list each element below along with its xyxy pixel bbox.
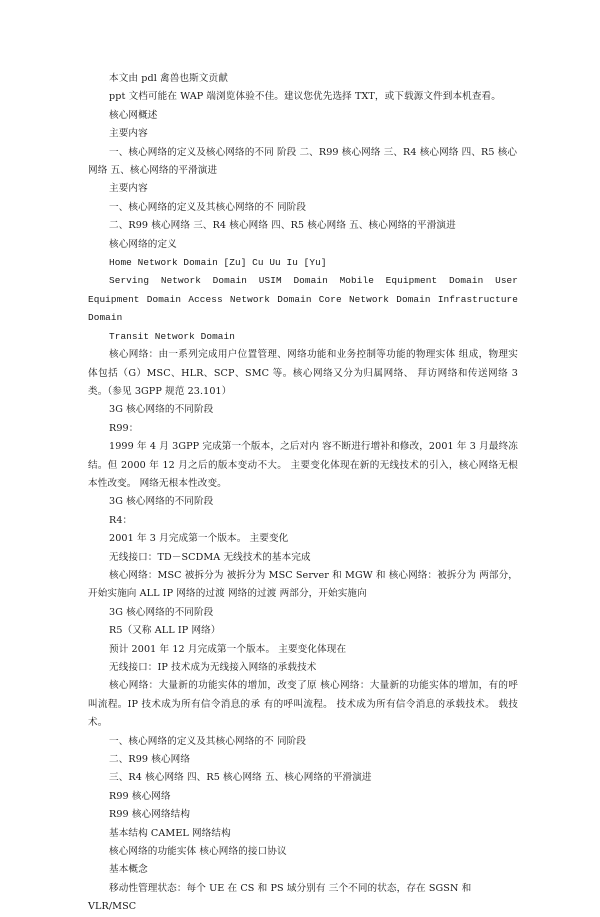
release-line: 无线接口：TD－SCDMA 无线技术的基本完成 (109, 551, 311, 563)
outline-line: 一、核心网络的定义及其核心网络的不 同阶段 (109, 735, 307, 747)
release-label: R5（又称 ALL IP 网络） (109, 625, 221, 637)
definition-paragraph: 核心网络：由一系列完成用户位置管理、网络功能和业务控制等功能的物理实体 组成，物理实体包括（G）MSC、HLR、SCP、SMC 等。核心网络又分为归属网络、 拜访网络和传送网络 3 类。（参见 3GPP 规范 23.101） (88, 349, 518, 397)
doc-title: 核心网概述 (109, 109, 158, 121)
release-label: R4： (109, 514, 133, 526)
release-line: 预计 2001 年 12 月完成第一个版本。 主要变化体现在 (109, 643, 347, 655)
outline-line: 一、核心网络的定义及其核心网络的不 同阶段 (109, 201, 307, 213)
release-line: 无线接口：IP 技术成为无线接入网络的承载技术 (109, 662, 317, 673)
doc-notice-line: ppt 文档可能在 WAP 端浏览体验不佳。建议您优先选择 TXT，或下载源文件到本机查看。 (109, 91, 501, 103)
release-paragraph: 核心网络：大量新的功能实体的增加，改变了原 核心网络：大量新的功能实体的增加，有的呼叫流程。IP 技术成为所有信令消息的承 有的呼叫流程。 技术成为所有信令消息的承载技术。 载技术。 (88, 680, 518, 729)
section-heading: 基本概念 (109, 864, 148, 876)
release-paragraph: 核心网络：MSC 被拆分为 被拆分为 MSC Server 和 MGW 和 核心网络：被拆分为 两部分，开始实施向 ALL IP 网络的过渡 网络的过渡 两部分，开始实施向 (88, 569, 518, 600)
doc-source-line: 本文由 pdl 禽兽也斯文贡献 (109, 73, 228, 84)
section-heading: 主要内容 (109, 183, 148, 195)
release-paragraph: 1999 年 4 月 3GPP 完成第一个版本，之后对内 容不断进行增补和修改，2001 年 3 月最终冻 结。但 2000 年 12 月之后的版本变动不大。 主要变化体现在新的无线技术的引入，核心网络无根本性改变。 网络无根本性改变。 (88, 441, 518, 489)
section-heading: R99 核心网络 (109, 790, 171, 802)
section-heading: 主要内容 (109, 128, 148, 140)
concept-line: 移动性管理状态：每个 UE 在 CS 和 PS 域分别有 三个不同的状态，存在 SGSN 和 VLR/MSC (88, 882, 472, 913)
diagram-text-line: Transit Network Domain (109, 330, 235, 342)
release-line: 2001 年 3 月完成第一个版本。 主要变化 (109, 533, 289, 545)
outline-paragraph: 一、核心网络的定义及核心网络的不同 阶段 二、R99 核心网络 三、R4 核心网络 四、R5 核心网络 五、核心网络的平滑演进 (88, 146, 518, 177)
outline-line: 三、R4 核心网络 四、R5 核心网络 五、核心网络的平滑演进 (109, 772, 372, 784)
topic-line: 基本结构 CAMEL 网络结构 (109, 827, 231, 839)
release-label: R99： (109, 422, 139, 434)
topic-line: 核心网络的功能实体 核心网络的接口协议 (109, 846, 287, 858)
document-body (88, 70, 518, 917)
diagram-text-paragraph: Serving Network Domain USIM Domain Mobile Equipment Domain User Equipment Domain Access Network Domain Core Network Domain Infrastructure Domain (88, 275, 518, 324)
section-heading: R99 核心网络结构 (109, 809, 191, 821)
section-heading: 核心网络的定义 (109, 238, 177, 250)
diagram-text-line: Home Network Domain [Zu] Cu Uu Iu [Yu] (109, 257, 327, 269)
outline-line: 二、R99 核心网络 三、R4 核心网络 四、R5 核心网络 五、核心网络的平滑演进 (109, 220, 456, 232)
section-heading: 3G 核心网络的不同阶段 (109, 496, 214, 508)
section-heading: 3G 核心网络的不同阶段 (109, 404, 214, 416)
section-heading: 3G 核心网络的不同阶段 (109, 606, 214, 618)
outline-line: 二、R99 核心网络 (109, 754, 191, 766)
